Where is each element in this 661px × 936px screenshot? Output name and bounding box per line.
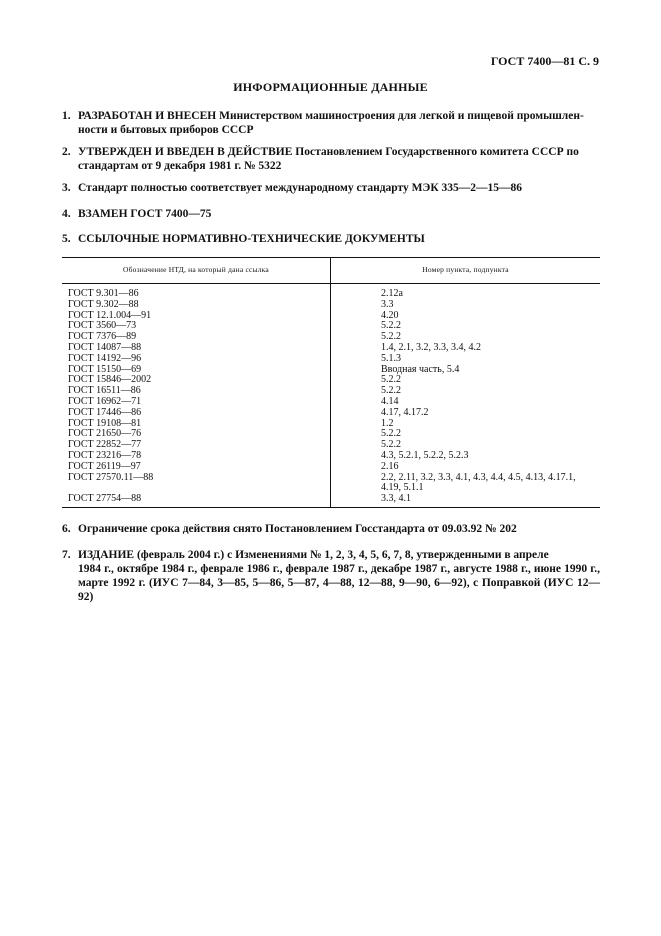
item-text: ВЗАМЕН ГОСТ 7400—75 xyxy=(78,208,212,220)
table-row xyxy=(62,311,600,322)
cell-clause: 2.2, 2.11, 3.2, 3.3, 4.1, 4.3, 4.4, 4.5, 4.13, 4.17.1, 4.19, 5.1.1 xyxy=(381,471,576,494)
item-number: 1. xyxy=(62,110,71,122)
cell-clause: 1.2 xyxy=(381,417,394,429)
cell-document: ГОСТ 17446—86 xyxy=(62,408,331,419)
cell-document: ГОСТ 27754—88 xyxy=(62,494,331,507)
item-text: Стандарт полностью соответствует международному стандарту МЭК 335—2—15—86 xyxy=(78,182,523,194)
column-header-document: Обозначение НТД, на который дана ссылка xyxy=(62,258,331,284)
cell-clause: Вводная часть, 5.4 xyxy=(381,363,460,375)
item-text-continuation: стандартам от 9 декабря 1981 г. № 5322 xyxy=(78,160,282,172)
table-row xyxy=(62,300,600,311)
cell-document: ГОСТ 14192—96 xyxy=(62,354,331,365)
table-row xyxy=(62,284,600,300)
info-item-1 xyxy=(62,109,600,137)
cell-clause: 4.3, 5.2.1, 5.2.2, 5.2.3 xyxy=(381,449,469,461)
cell-document: ГОСТ 16511—86 xyxy=(62,386,331,397)
item-number: 3. xyxy=(62,182,71,194)
table-row xyxy=(62,419,600,430)
cell-clause: 5.2.2 xyxy=(381,331,401,343)
cell-clause: 5.2.2 xyxy=(381,385,401,397)
cell-document: ГОСТ 22852—77 xyxy=(62,440,331,451)
item-text-continuation: ности и бытовых приборов СССР xyxy=(78,124,254,136)
cell-document: ГОСТ 19108—81 xyxy=(62,419,331,430)
info-item-4 xyxy=(62,207,600,221)
item-text: УТВЕРЖДЕН И ВВЕДЕН В ДЕЙСТВИЕ Постановлением Государственного комитета СССР по xyxy=(78,146,579,158)
table-row xyxy=(62,494,600,507)
cell-document: ГОСТ 16962—71 xyxy=(62,397,331,408)
cell-clause: 2.12а xyxy=(381,288,403,299)
cell-document: ГОСТ 15150—69 xyxy=(62,365,331,376)
item-number: 2. xyxy=(62,146,71,158)
cell-clause: 3.3, 4.1 xyxy=(331,494,601,507)
table-row xyxy=(62,321,600,332)
cell-document: ГОСТ 15846—2002 xyxy=(62,375,331,386)
cell-clause: 2.16 xyxy=(381,460,399,472)
page-title: ИНФОРМАЦИОННЫЕ ДАННЫЕ xyxy=(233,80,428,94)
cell-clause: 3.3 xyxy=(381,298,394,310)
table-row xyxy=(62,440,600,451)
table-row xyxy=(62,408,600,419)
cell-document: ГОСТ 21650—76 xyxy=(62,429,331,440)
info-item-7 xyxy=(62,548,600,604)
cell-clause: 5.2.2 xyxy=(381,320,401,332)
table-row xyxy=(62,462,600,473)
cell-clause: 5.2.2 xyxy=(381,374,401,386)
cell-document: ГОСТ 3560—73 xyxy=(62,321,331,332)
cell-document: ГОСТ 27570.11—88 xyxy=(62,473,331,495)
cell-clause: 1.4, 2.1, 3.2, 3.3, 3.4, 4.2 xyxy=(381,341,481,353)
item-number: 7. xyxy=(62,549,71,561)
cell-clause: 4.14 xyxy=(381,395,399,407)
item-text: ССЫЛОЧНЫЕ НОРМАТИВНО-ТЕХНИЧЕСКИЕ ДОКУМЕНТЫ xyxy=(78,233,425,245)
item-text: Ограничение срока действия снято Постановлением Госстандарта от 09.03.92 № 202 xyxy=(78,523,517,535)
cell-clause: 5.2.2 xyxy=(381,439,401,451)
info-item-5 xyxy=(62,232,600,246)
item-text: РАЗРАБОТАН И ВНЕСЕН Министерством машиностроения для легкой и пищевой промышлен- xyxy=(78,110,584,122)
item-number: 4. xyxy=(62,208,71,220)
item-number: 6. xyxy=(62,523,71,535)
table-row xyxy=(62,451,600,462)
item-text: ИЗДАНИЕ (февраль 2004 г.) с Изменениями № 1, 2, 3, 4, 5, 6, 7, 8, утвержденными в апреле xyxy=(78,549,549,561)
page-header: ГОСТ 7400—81 С. 9 xyxy=(490,54,599,68)
cell-clause: 5.2.2 xyxy=(381,428,401,440)
info-item-2 xyxy=(62,145,600,173)
item-text-continuation: 1984 г., октябре 1984 г., феврале 1986 г., феврале 1987 г., декабре 1987 г., августе 1988 г., июне 1990 г., марте 1992 г. (ИУС 7—84, 3—85, 5—86, 5—87, 4—88, 12—88, 9—90, 6—92), с Поправкой (ИУС 12—92) xyxy=(78,563,600,603)
cell-document: ГОСТ 9.302—88 xyxy=(62,300,331,311)
cell-document: ГОСТ 14087—88 xyxy=(62,343,331,354)
column-header-clause: Номер пункта, подпункта xyxy=(331,258,601,284)
cell-clause: 4.17, 4.17.2 xyxy=(381,406,429,418)
table-header-row xyxy=(62,258,600,284)
table-row xyxy=(62,386,600,397)
table-row xyxy=(62,429,600,440)
table-row xyxy=(62,473,600,495)
cell-clause: 4.20 xyxy=(381,309,399,321)
table-row xyxy=(62,343,600,354)
cell-document: ГОСТ 23216—78 xyxy=(62,451,331,462)
info-item-3 xyxy=(62,181,600,195)
table-row xyxy=(62,332,600,343)
cell-document: ГОСТ 7376—89 xyxy=(62,332,331,343)
table-row xyxy=(62,354,600,365)
table-row xyxy=(62,397,600,408)
item-number: 5. xyxy=(62,233,71,245)
cell-document: ГОСТ 26119—97 xyxy=(62,462,331,473)
cell-document: ГОСТ 9.301—86 xyxy=(62,284,331,300)
table-row xyxy=(62,375,600,386)
references-table xyxy=(62,257,600,508)
info-item-6 xyxy=(62,522,600,536)
table-body xyxy=(62,284,600,508)
cell-clause: 5.1.3 xyxy=(381,352,401,364)
cell-document: ГОСТ 12.1.004—91 xyxy=(62,311,331,322)
